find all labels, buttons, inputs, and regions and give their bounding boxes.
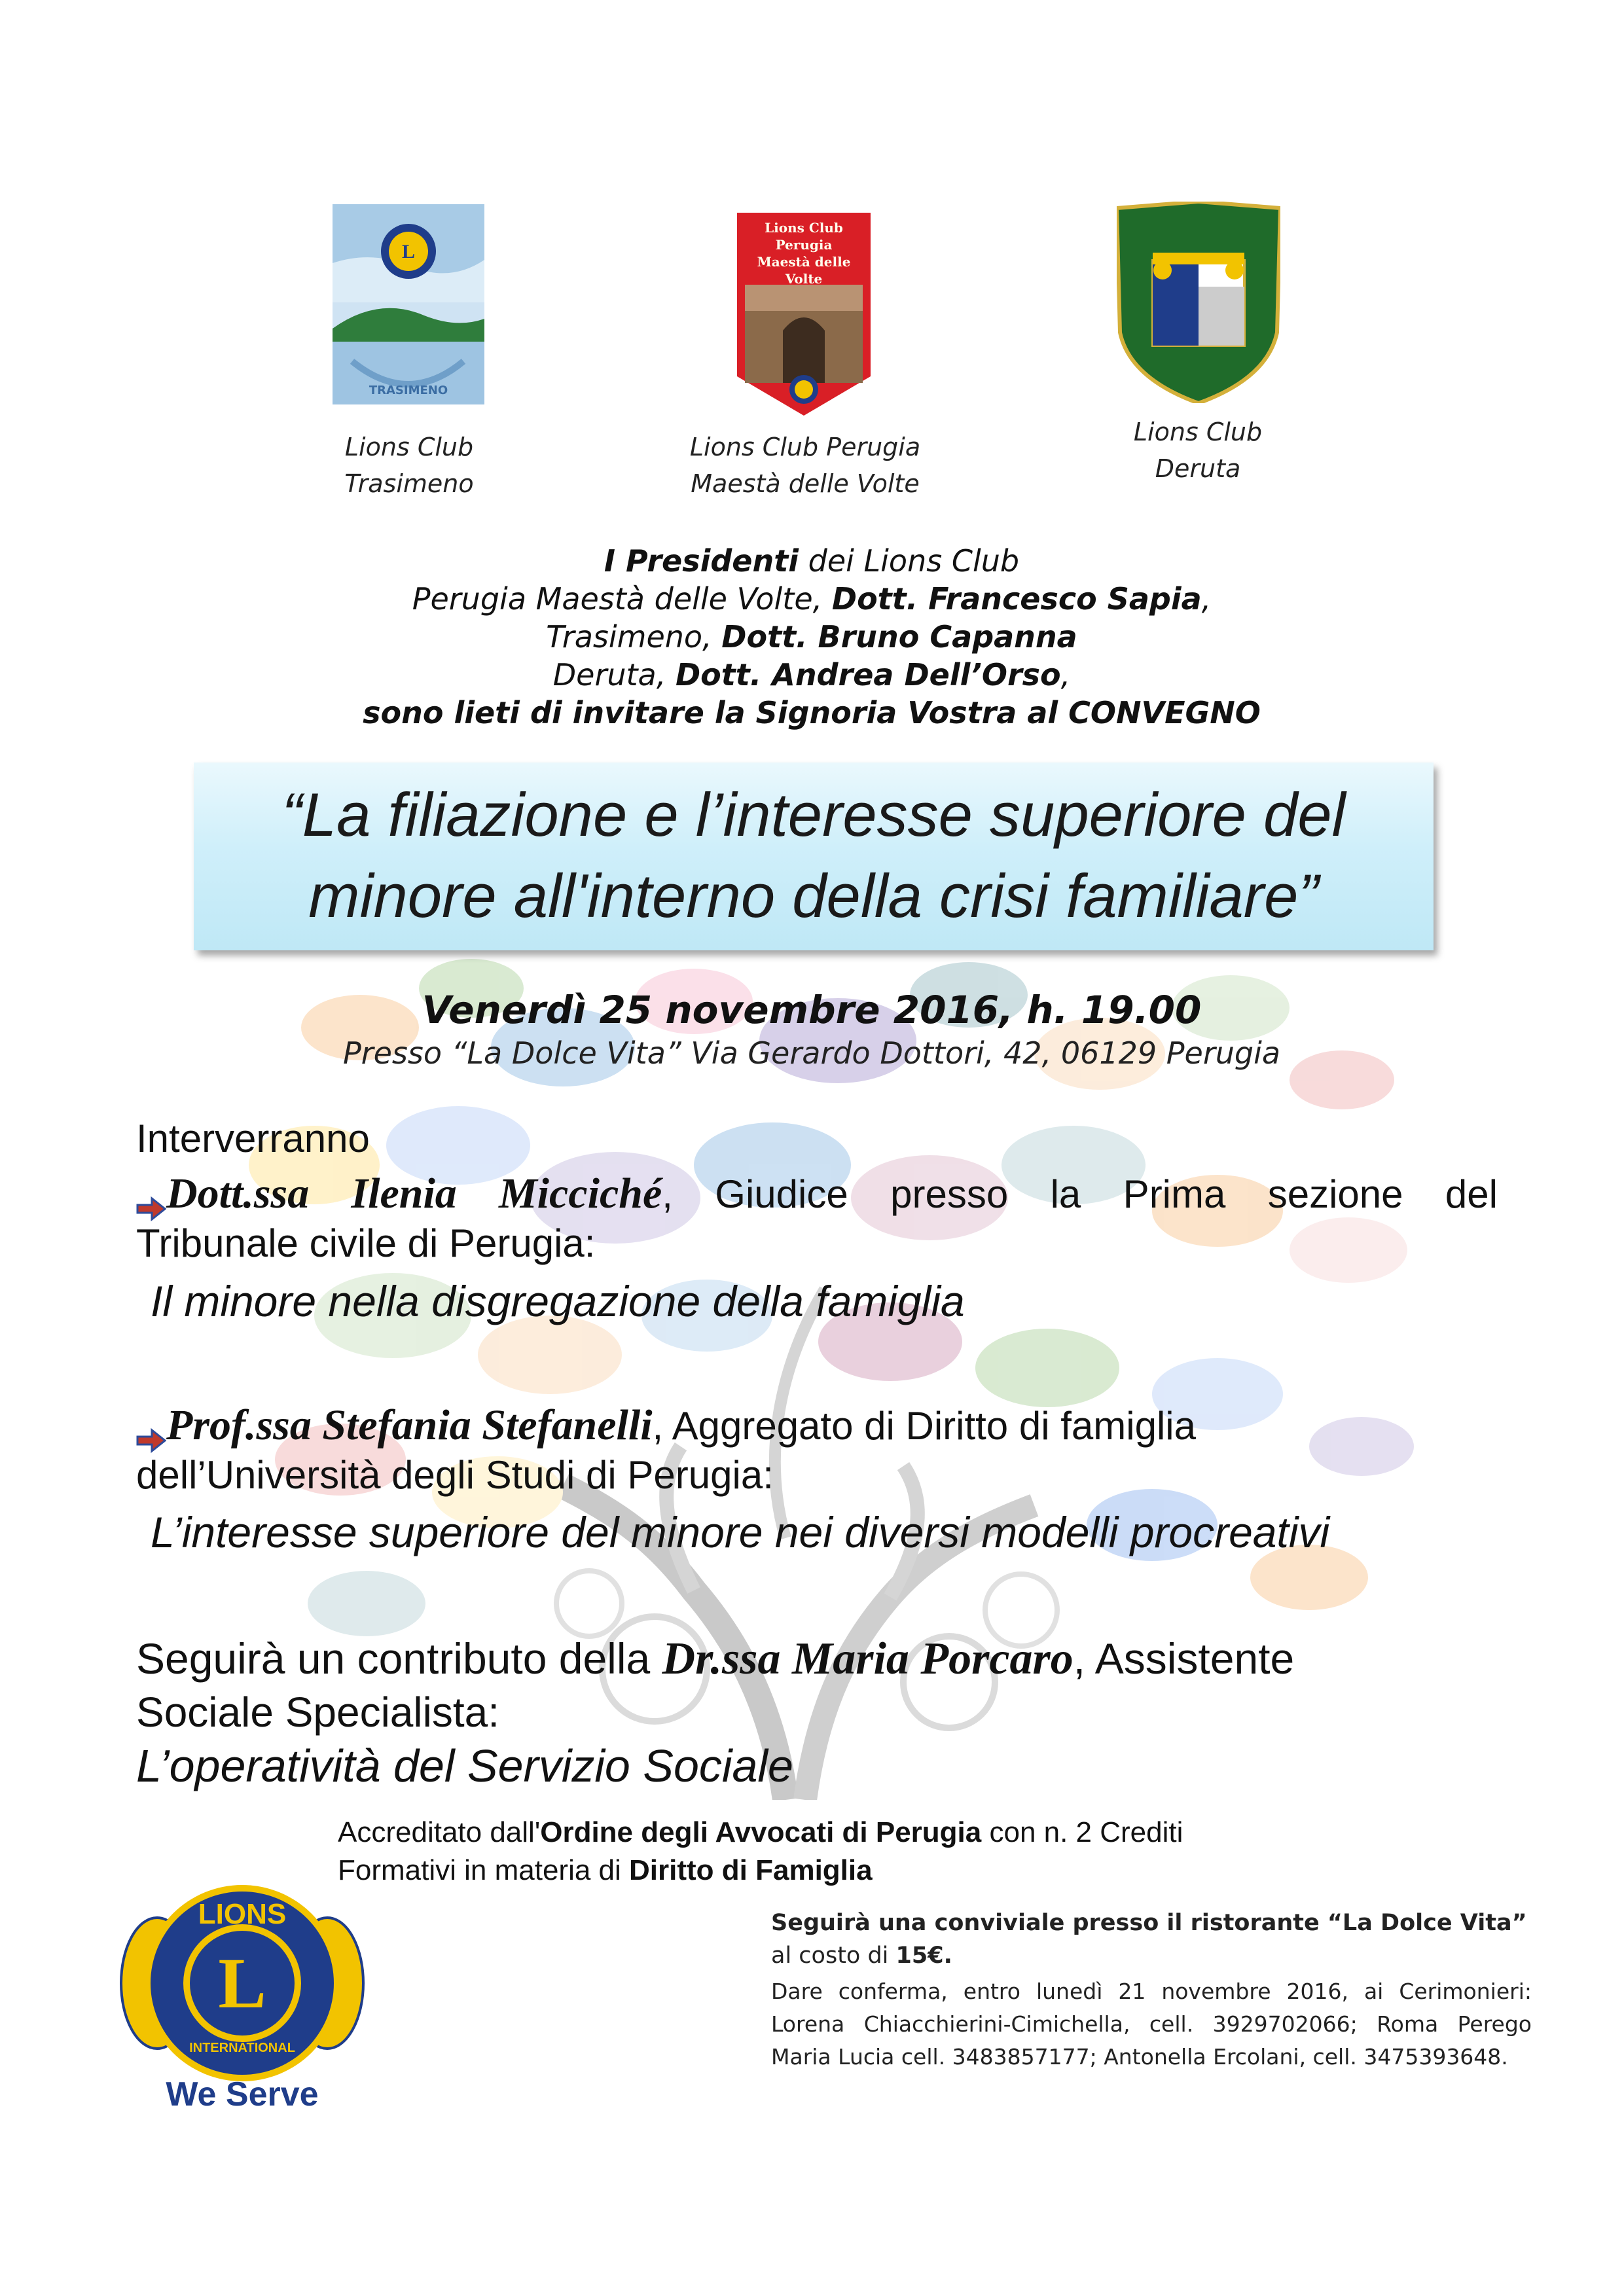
club-name: Perugia Maestà delle Volte, — [412, 581, 832, 617]
svg-text:L: L — [401, 241, 416, 262]
speaker-3-name: Dr.ssa Maria Porcaro — [662, 1634, 1074, 1684]
conference-title — [194, 774, 1434, 937]
accreditation-line-1 — [338, 1814, 1183, 1851]
event-venue: Presso “La Dolce Vita” Via Gerardo Dottori, 42, 06129 Perugia — [342, 1035, 1281, 1071]
president-name: Dott. Bruno Capanna — [721, 619, 1077, 655]
club-name: Deruta, — [552, 657, 676, 692]
accreditation-line-2 — [338, 1852, 873, 1889]
accreditation-subject: Diritto di Famiglia — [629, 1854, 873, 1886]
club-name: Lions Club Perugia — [689, 433, 921, 461]
presidents-label: I Presidenti — [604, 543, 799, 579]
speaker-2-role-line-2: dell’Università degli Studi di Perugia: — [136, 1453, 774, 1497]
speaker-2-talk: L’interesse superiore del minore nei diversi modelli procreativi — [151, 1508, 1330, 1556]
arrow-bullet-icon — [136, 1184, 166, 1210]
club-name: Lions Club — [1133, 418, 1263, 446]
president-name: Dott. Francesco Sapia — [831, 581, 1202, 617]
presidents-text: dei Lions Club — [799, 543, 1020, 579]
punctuation: , — [1060, 657, 1071, 692]
dinner-cost — [771, 1940, 1532, 1971]
club-location: Maestà delle Volte — [691, 469, 920, 498]
dinner-confirmation: Dare conferma, entro lunedì 21 novembre 2016, ai Cerimonieri: Lorena Chiacchierini-Cimichella, cell. 3929702066; Roma Perego Maria Lucia cell. 3483857177; Antonella Ercolani, cell. 3475393648. — [771, 1979, 1532, 2070]
club-location: Trasimeno — [344, 469, 474, 498]
speaker-1-role: , Giudice presso la Prima sezione del — [662, 1172, 1498, 1216]
punctuation: , — [1201, 581, 1212, 617]
title-line-1: “La filiazione e l’interesse superiore del — [281, 780, 1346, 849]
speaker-1-role-line-2: Tribunale civile di Perugia: — [136, 1221, 596, 1265]
speaker-3-intro: Seguirà un contributo della — [136, 1634, 662, 1683]
title-line-2: minore all'interno della crisi familiare” — [308, 861, 1319, 930]
speaker-2-name: Prof.ssa Stefania Stefanelli — [166, 1401, 653, 1449]
perugia-caption — [668, 429, 943, 502]
accreditation-text: Formativi in materia di — [338, 1854, 630, 1886]
trasimeno-logo — [333, 204, 484, 404]
speaker-3-role: , Assistente — [1073, 1634, 1295, 1683]
club-name: Trasimeno, — [546, 619, 722, 655]
banner-line-2: Perugia — [775, 237, 833, 253]
event-date: Venerdì 25 novembre 2016, h. 19.00 — [422, 988, 1202, 1032]
banner-line-1: Lions Club — [765, 220, 843, 236]
lions-international-logo — [118, 1878, 367, 2114]
deruta-shield-logo — [1117, 202, 1280, 403]
accreditation-text: Accreditato dall' — [338, 1816, 541, 1848]
arrow-bullet-icon — [136, 1416, 166, 1442]
perugia-banner-logo — [737, 213, 871, 416]
speaker-3-talk: L’operatività del Servizio Sociale — [136, 1740, 793, 1791]
club-location: Deruta — [1155, 454, 1241, 483]
presidents-line-2 — [196, 580, 1427, 618]
presidents-line-3 — [196, 618, 1427, 656]
accreditation-text: con n. 2 Crediti — [981, 1816, 1183, 1848]
trasimeno-caption — [301, 429, 517, 502]
banner-line-3: Maestà delle Volte — [757, 254, 851, 287]
speaker-2-role: , Aggregato di Diritto di famiglia — [652, 1404, 1196, 1448]
speaker-3-role-line-2: Sociale Specialista: — [136, 1689, 499, 1736]
invitation-text: sono lieti di invitare la Signoria Vostra al CONVEGNO — [363, 695, 1261, 730]
speaker-3-line — [136, 1634, 1294, 1684]
lions-motto: We Serve — [166, 2075, 319, 2113]
lions-logo-bottom-text: INTERNATIONAL — [189, 2041, 295, 2055]
presidents-line-5 — [196, 694, 1427, 732]
presidents-line-1 — [196, 542, 1427, 580]
conference-title-band — [194, 762, 1434, 950]
accrediting-body: Ordine degli Avvocati di Perugia — [540, 1816, 982, 1848]
speaker-1-name: Dott.ssa Ilenia Micciché — [166, 1170, 662, 1217]
speaker-1-line — [136, 1169, 1498, 1219]
dinner-cost-amount: 15€. — [895, 1943, 952, 1969]
svg-text:TRASIMENO: TRASIMENO — [369, 384, 448, 397]
speaker-1-talk: Il minore nella disgregazione della famiglia — [151, 1277, 965, 1325]
dinner-cost-text: al costo di — [771, 1943, 896, 1969]
presidents-line-4 — [196, 656, 1427, 694]
lions-logo-top-text: LIONS — [198, 1898, 287, 1930]
speakers-intro: Interverranno — [136, 1117, 370, 1160]
deruta-caption — [1087, 414, 1309, 487]
president-name: Dott. Andrea Dell’Orso — [676, 657, 1061, 692]
dinner-title: Seguirà una conviviale presso il ristorante “La Dolce Vita” — [771, 1910, 1527, 1936]
speaker-2-line — [136, 1401, 1196, 1451]
club-name: Lions Club — [344, 433, 474, 461]
lions-logo-letter: L — [218, 1943, 266, 2023]
